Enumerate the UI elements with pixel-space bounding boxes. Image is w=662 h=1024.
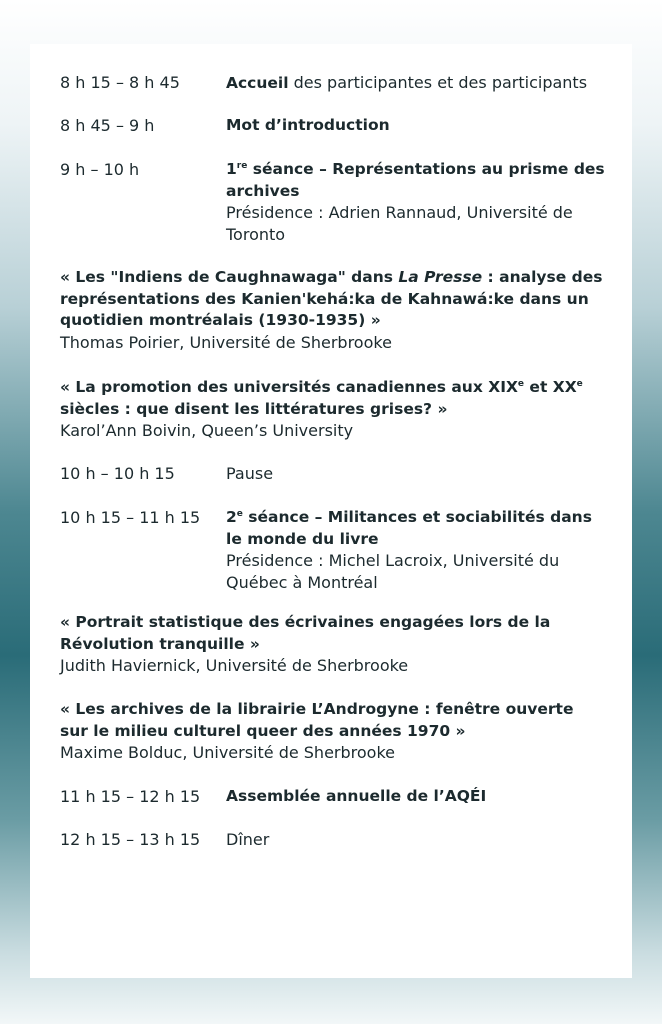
talk-1	[60, 267, 605, 353]
talk-title: « Les archives de la librairie L’Androgyne : fenêtre ouverte sur le milieu culturel queer des années 1970 »	[60, 700, 574, 740]
talk-3	[60, 612, 605, 677]
time-label: 8 h 45 – 9 h	[60, 116, 155, 135]
time-label: 8 h 15 – 8 h 45	[60, 73, 180, 92]
time-label: 12 h 15 – 13 h 15	[60, 830, 201, 849]
talk-author: Maxime Bolduc, Université de Sherbrooke	[60, 743, 395, 762]
time-label: 10 h 15 – 11 h 15	[60, 508, 201, 527]
talk-title: « La promotion des universités canadiennes aux XIXe et XXe siècles : que disent les littératures grises? »	[60, 378, 583, 418]
time-label: 11 h 15 – 12 h 15	[60, 787, 201, 806]
session-chair: Présidence : Adrien Rannaud, Université de Toronto	[226, 203, 573, 244]
event-description: Dîner	[226, 830, 270, 849]
event-title: Assemblée annuelle de l’AQÉI	[226, 787, 487, 805]
session-title: 1re séance – Représentations au prisme des archives	[226, 160, 605, 200]
event-description: Accueil des participantes et des participants	[226, 73, 588, 92]
talk-author: Karol’Ann Boivin, Queen’s University	[60, 421, 354, 440]
talk-author: Thomas Poirier, Université de Sherbrooke	[60, 332, 392, 352]
event-description: Pause	[226, 464, 274, 483]
session-block	[226, 159, 606, 245]
session-block	[226, 507, 606, 593]
session-title: 2e séance – Militances et sociabilités dans le monde du livre	[226, 508, 592, 548]
session-chair: Présidence : Michel Lacroix, Université du Québec à Montréal	[226, 551, 560, 592]
talk-title: « Portrait statistique des écrivaines engagées lors de la Révolution tranquille »	[60, 613, 551, 653]
talk-2	[60, 377, 605, 442]
time-label: 10 h – 10 h 15	[60, 464, 175, 483]
talk-4	[60, 699, 605, 764]
talk-title: « Les "Indiens de Caughnawaga" dans La Presse : analyse des représentations des Kanien'kehá:ka de Kahnawá:ke dans un quotidien montréalais (1930-1935) »	[60, 268, 603, 329]
time-label: 9 h – 10 h	[60, 160, 140, 179]
talk-author: Judith Haviernick, Université de Sherbrooke	[60, 656, 409, 675]
event-title: Mot d’introduction	[226, 116, 390, 134]
program-card	[30, 44, 632, 978]
